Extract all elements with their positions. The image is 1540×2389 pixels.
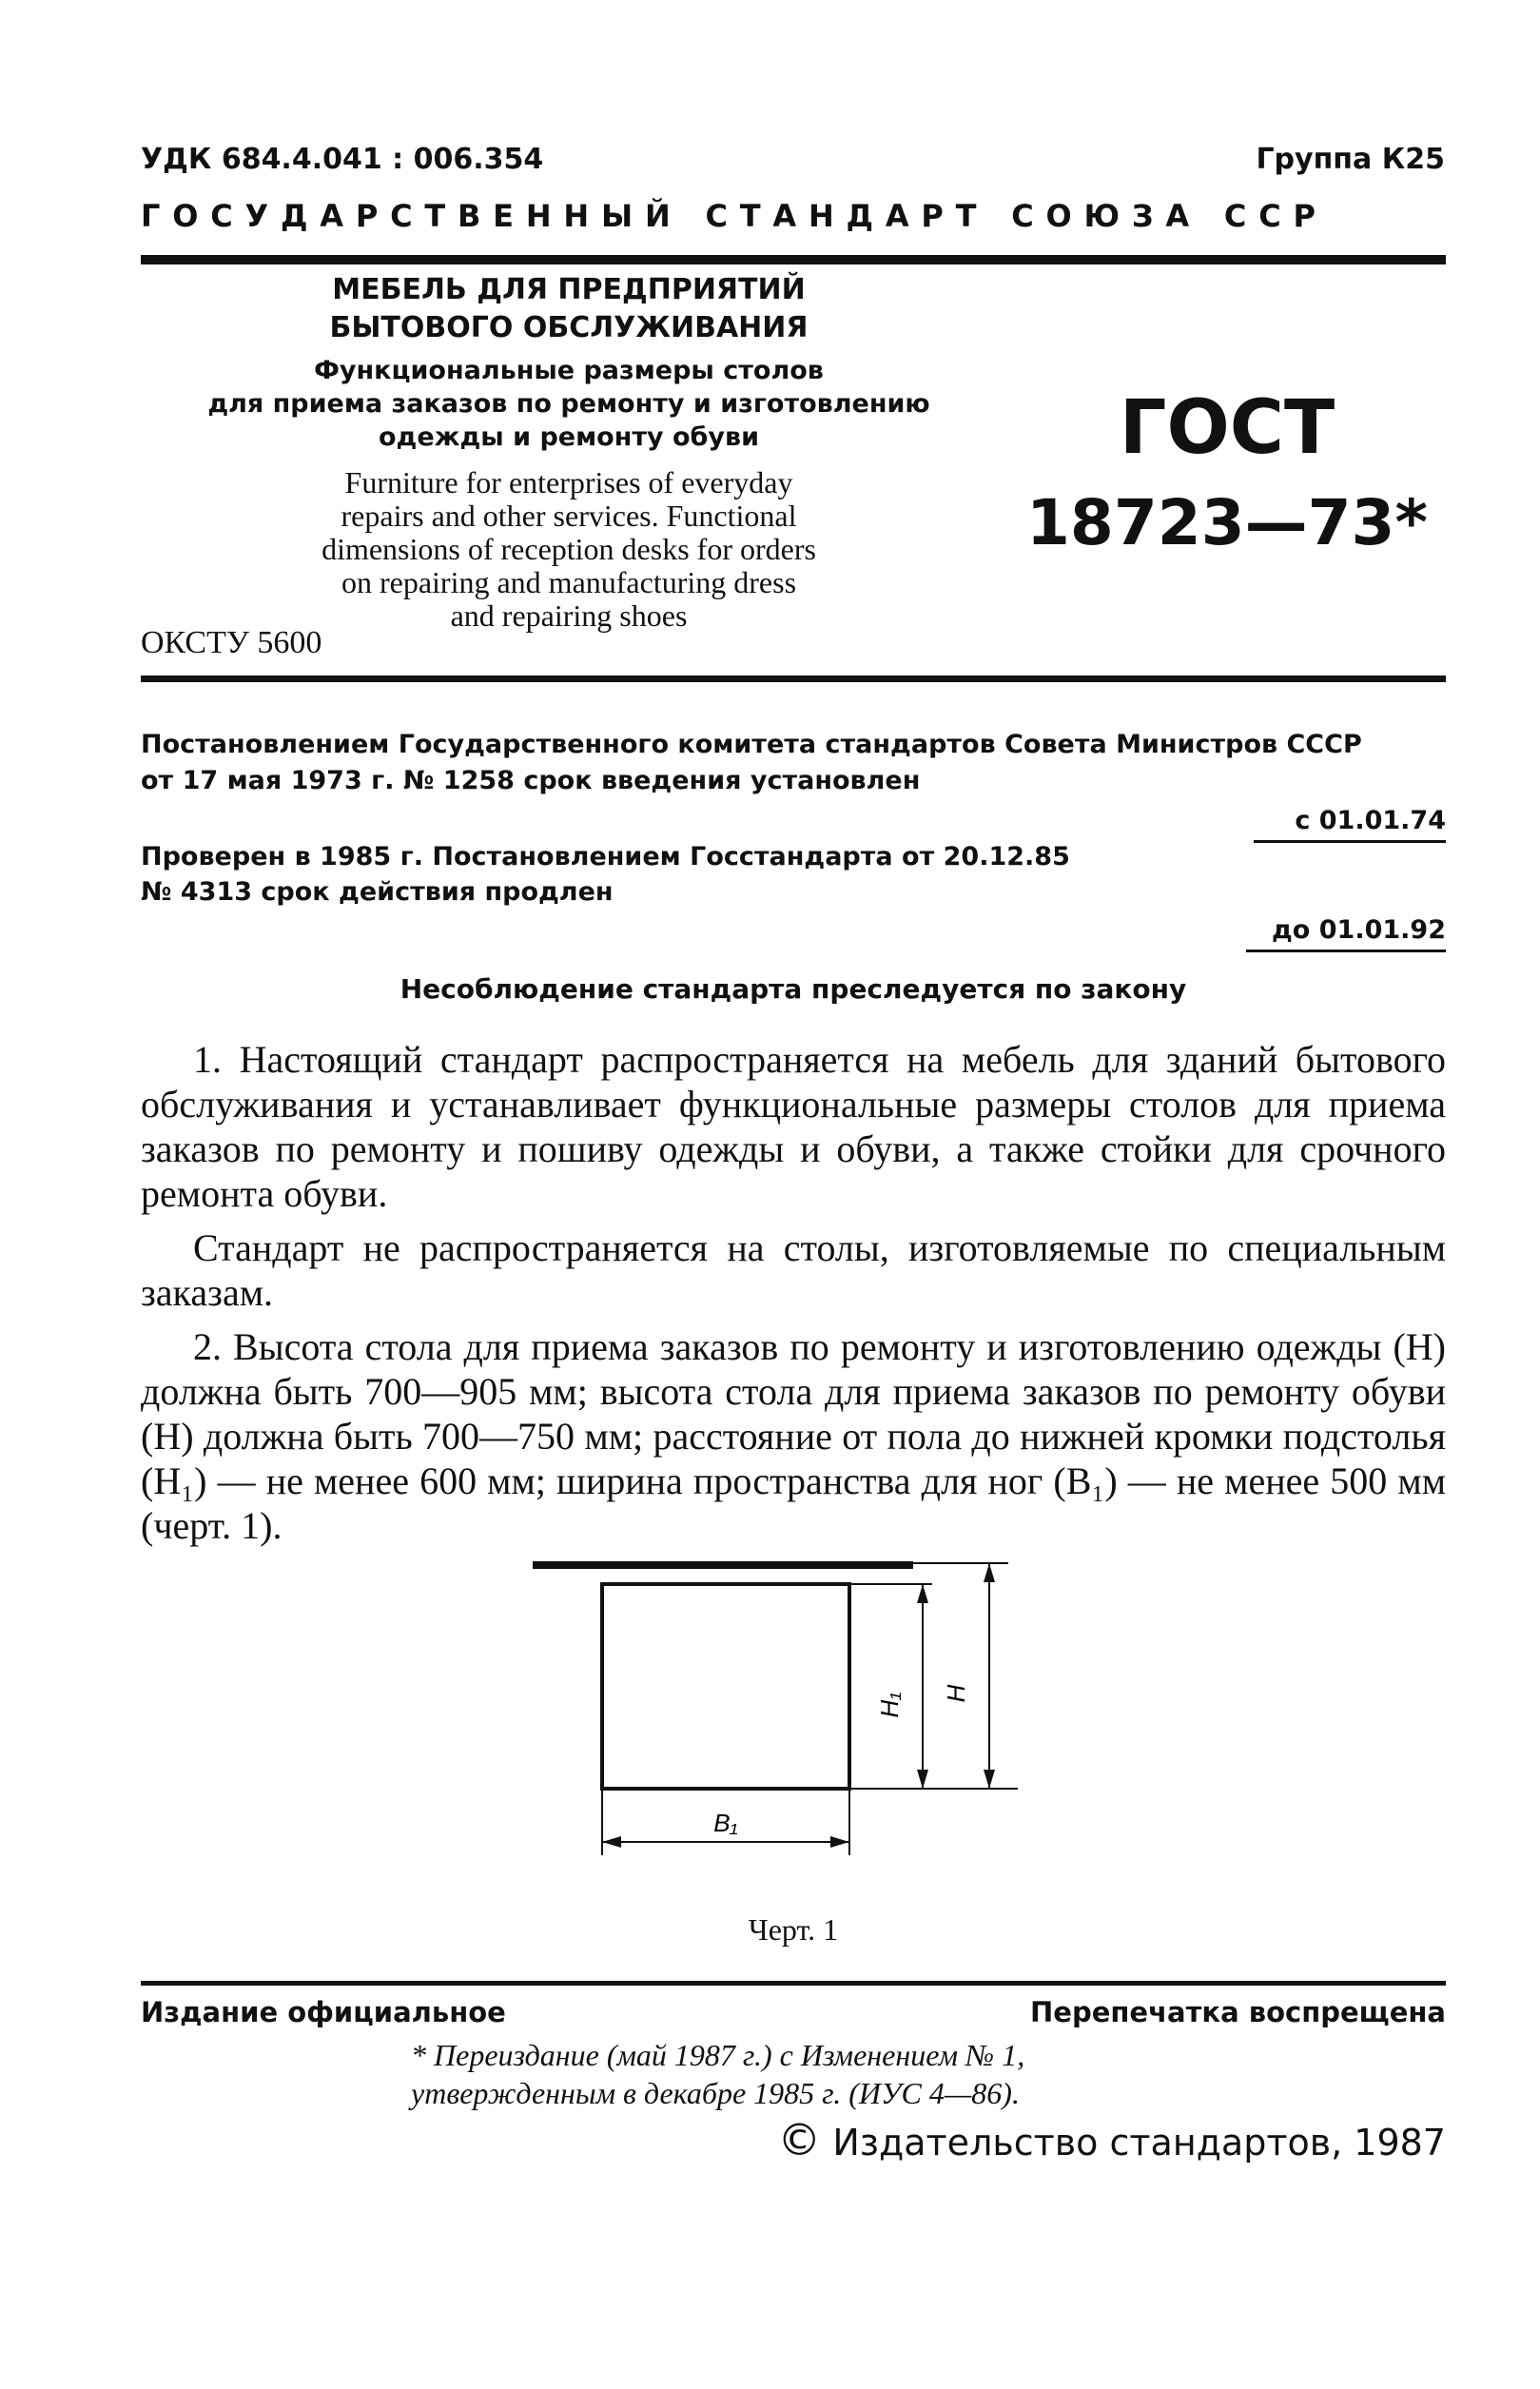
decree-line-2: от 17 мая 1973 г. № 1258 срок введения установлен xyxy=(141,766,921,795)
group-code: Группа К25 xyxy=(1256,143,1445,176)
no-reprint: Перепечатка воспрещена xyxy=(1030,1996,1446,2028)
h-arrow-bottom xyxy=(984,1770,995,1789)
subtitle-line-2: для приема заказов по ремонту и изготовлению xyxy=(207,389,930,419)
subtitle-line-1: Функциональные размеры столов xyxy=(314,356,824,385)
effective-date: с 01.01.74 xyxy=(1295,806,1446,835)
subtitle-block xyxy=(141,354,997,454)
publisher-line xyxy=(777,2114,1446,2165)
okstu-code: ОКСТУ 5600 xyxy=(141,625,322,660)
h-arrow-top xyxy=(984,1563,995,1582)
copyright-icon: © xyxy=(777,2114,822,2165)
english-line-5: and repairing shoes xyxy=(450,598,688,633)
english-line-1: Furniture for enterprises of everyday xyxy=(344,465,793,499)
paragraph-1: 1. Настоящий стандарт распространяется на мебель для зданий бытового обслуживания и устанавливает функциональные размеры столов для приема заказов по ремонту и пошиву одежды и обуви, а также стойки для срочного ремонта обуви. xyxy=(141,1038,1446,1215)
h1-label: H₁ xyxy=(875,1692,904,1718)
b1-arrow-right xyxy=(830,1836,849,1848)
english-line-3: dimensions of reception desks for orders xyxy=(322,532,816,566)
header-thick-rule xyxy=(141,255,1446,264)
b1-arrow-left xyxy=(602,1836,621,1848)
effective-date-rule xyxy=(1254,840,1446,843)
h1-arrow-bottom xyxy=(917,1770,928,1789)
law-warning: Несоблюдение стандарта преследуется по закону xyxy=(400,973,1187,1005)
english-line-4: on repairing and manufacturing dress xyxy=(341,565,797,599)
gost-number: 18723—73* xyxy=(1026,486,1428,559)
title-bottom-rule xyxy=(141,676,1446,682)
paragraph-3: 2. Высота стола для приема заказов по ремонту и изготовлению одежды (H) должна быть 700—905 мм; высота стола для приема заказов по ремонту обуви (H) должна быть 700—750 мм; расстояние от пола до нижней кромки подстолья (H₁) — не менее 600 мм; ширина пространства для ног (B₁) — не менее 500 мм (черт. 1). xyxy=(141,1325,1446,1547)
official-edition: Издание официальное xyxy=(141,1996,506,2028)
valid-until-rule xyxy=(1246,950,1446,952)
checked-line-2: № 4313 срок действия продлен xyxy=(141,877,614,907)
h-label: H xyxy=(942,1684,970,1703)
title-block xyxy=(141,271,997,347)
paragraph-2: Стандарт не распространяется на столы, изготовляемые по специальным заказам. xyxy=(141,1226,1446,1314)
body-text xyxy=(141,1037,1446,1548)
h1-arrow-top xyxy=(917,1584,928,1603)
gost-label: ГОСТ xyxy=(1119,385,1335,471)
desk-drawing xyxy=(514,1541,1046,1865)
checked-line-1: Проверен в 1985 г. Постановлением Госстандарта от 20.12.85 xyxy=(141,842,1070,871)
english-title xyxy=(141,466,997,633)
reissue-line-1: * Переиздание (май 1987 г.) с Изменением № 1, xyxy=(411,2038,1025,2072)
footer-rule xyxy=(141,1981,1446,1986)
publisher-name: Издательство стандартов, 1987 xyxy=(832,2122,1446,2164)
subtitle-line-3: одежды и ремонту обуви xyxy=(378,422,760,452)
udc-code: УДК 684.4.041 : 006.354 xyxy=(141,143,544,176)
under-table-frame xyxy=(602,1584,849,1789)
title-line-2: БЫТОВОГО ОБСЛУЖИВАНИЯ xyxy=(329,311,809,344)
reissue-line-2: утвержденным в декабре 1985 г. (ИУС 4—86). xyxy=(411,2076,1020,2110)
reissue-note xyxy=(411,2036,1024,2112)
valid-until: до 01.01.92 xyxy=(1272,915,1446,945)
decree-line-1: Постановлением Государственного комитета стандартов Совета Министров СССР xyxy=(141,730,1362,759)
english-line-2: repairs and other services. Functional xyxy=(341,499,797,533)
b1-label: B₁ xyxy=(713,1809,738,1837)
drawing-caption: Черт. 1 xyxy=(748,1912,839,1947)
state-standard-line: ГОСУДАРСТВЕННЫЙ СТАНДАРТ СОЮЗА ССР xyxy=(141,198,1328,234)
title-line-1: МЕБЕЛЬ ДЛЯ ПРЕДПРИЯТИЙ xyxy=(332,273,806,306)
